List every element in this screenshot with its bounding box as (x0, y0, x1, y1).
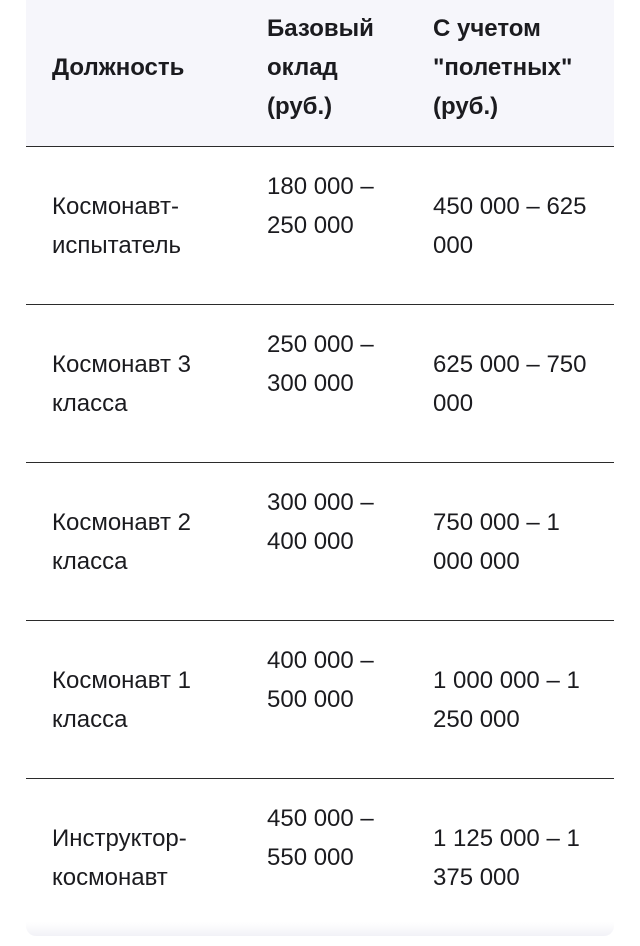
header-with-flight-pay: С учетом "полетных" (руб.) (433, 15, 573, 120)
header-base-salary: Базовый оклад (руб.) (267, 15, 374, 120)
cell-base-salary: 180 000 – 250 000 (267, 173, 374, 239)
cell-base-salary: 250 000 – 300 000 (267, 331, 374, 397)
cell-flight-salary: 1 000 000 – 1 250 000 (433, 667, 580, 733)
table-row (26, 305, 614, 463)
cell-base-salary: 450 000 – 550 000 (267, 805, 374, 871)
table-bottom-edge (26, 922, 614, 936)
salary-table (26, 0, 614, 936)
table-row (26, 779, 614, 936)
cell-base-salary: 400 000 – 500 000 (267, 647, 374, 713)
header-position: Должность (52, 54, 185, 81)
cell-position: Космонавт-испытатель (52, 193, 181, 259)
cell-flight-salary: 450 000 – 625 000 (433, 193, 587, 259)
table-row (26, 147, 614, 305)
table-row (26, 621, 614, 779)
cell-position: Космонавт 1 класса (52, 667, 192, 733)
cell-flight-salary: 1 125 000 – 1 375 000 (433, 825, 580, 891)
cell-flight-salary: 750 000 – 1 000 000 (433, 509, 560, 575)
table-header-row (26, 0, 614, 147)
cell-position: Инструктор-космонавт (52, 825, 187, 891)
cell-position: Космонавт 2 класса (52, 509, 192, 575)
cell-base-salary: 300 000 – 400 000 (267, 489, 374, 555)
cell-position: Космонавт 3 класса (52, 351, 192, 417)
table-row (26, 463, 614, 621)
cell-flight-salary: 625 000 – 750 000 (433, 351, 587, 417)
